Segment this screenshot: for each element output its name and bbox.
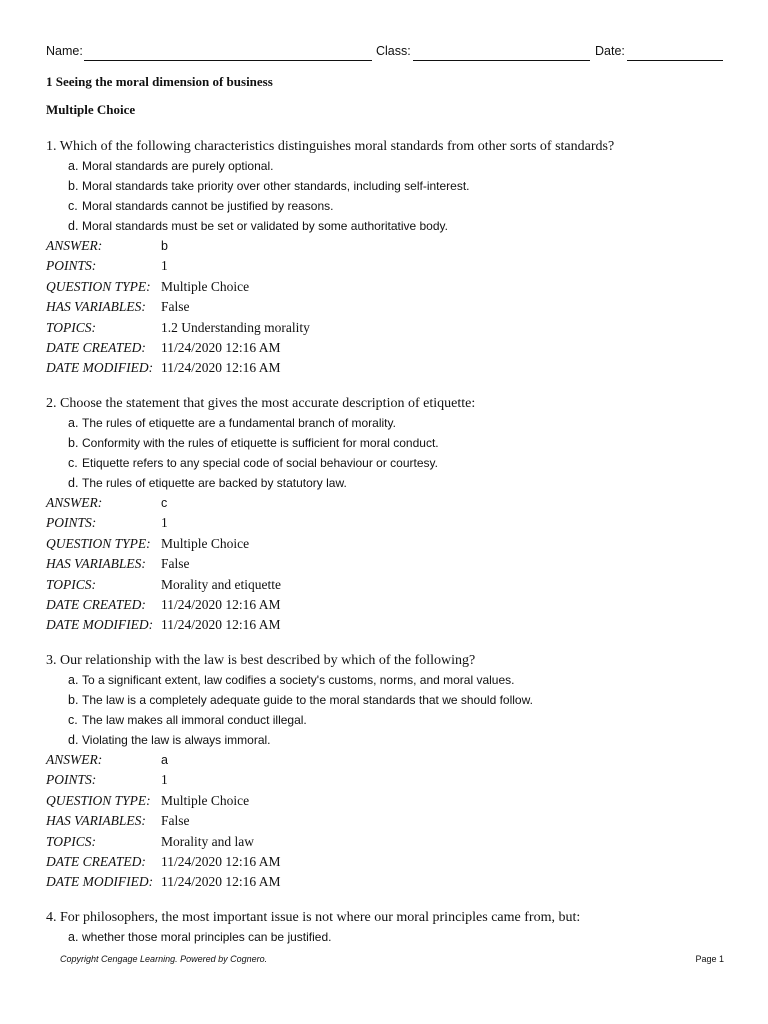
- points-row: [46, 513, 736, 533]
- option-text: Etiquette refers to any special code of social behaviour or courtesy.: [82, 456, 438, 470]
- date-created-row: [46, 595, 736, 615]
- option-text: The law is a completely adequate guide to the moral standards that we should follow.: [82, 693, 533, 707]
- date-created-label: DATE CREATED:: [46, 339, 146, 355]
- date-created-value: 11/24/2020 12:16 AM: [161, 853, 281, 869]
- option-b[interactable]: [46, 176, 736, 196]
- option-text: The law makes all immoral conduct illegal.: [82, 713, 307, 727]
- topics-label: TOPICS:: [46, 319, 97, 335]
- points-row: [46, 256, 736, 276]
- option-letter: c.: [68, 199, 78, 213]
- points-label: POINTS:: [46, 258, 97, 274]
- date-modified-label: DATE MODIFIED:: [46, 360, 154, 376]
- has-variables-row: [46, 297, 736, 317]
- date-field[interactable]: [627, 60, 723, 61]
- option-a[interactable]: [46, 413, 736, 433]
- date-created-value: 11/24/2020 12:16 AM: [161, 339, 281, 355]
- has-variables-row: [46, 811, 736, 831]
- question-3: [46, 652, 736, 893]
- answer-label: ANSWER:: [46, 495, 103, 510]
- has-variables-value: False: [161, 813, 190, 829]
- question-type-label: QUESTION TYPE:: [46, 535, 151, 551]
- option-text: whether those moral principles can be justified.: [82, 930, 332, 944]
- points-row: [46, 770, 736, 790]
- answer-row: [46, 750, 736, 770]
- question-text: 4. For philosophers, the most important issue is not where our moral principles came from, but:: [46, 910, 581, 925]
- question-type-row: [46, 534, 736, 554]
- page-number: Page 1: [695, 954, 724, 964]
- name-field[interactable]: [84, 60, 372, 61]
- option-letter: b.: [68, 693, 79, 707]
- option-letter: a.: [68, 159, 79, 173]
- option-letter: b.: [68, 436, 79, 450]
- option-d[interactable]: [46, 730, 736, 750]
- chapter-title: 1 Seeing the moral dimension of business: [46, 74, 273, 89]
- question-type-value: Multiple Choice: [161, 278, 250, 294]
- option-letter: d.: [68, 476, 79, 490]
- question-1: [46, 138, 736, 379]
- option-text: The rules of etiquette are backed by statutory law.: [82, 476, 347, 490]
- question-text: 1. Which of the following characteristics distinguishes moral standards from other sorts of standards?: [46, 139, 615, 154]
- topics-row: [46, 575, 736, 595]
- answer-row: [46, 493, 736, 513]
- date-modified-label: DATE MODIFIED:: [46, 874, 154, 890]
- option-b[interactable]: [46, 690, 736, 710]
- date-modified-value: 11/24/2020 12:16 AM: [161, 874, 281, 890]
- question-2: [46, 395, 736, 636]
- option-letter: d.: [68, 733, 79, 747]
- has-variables-row: [46, 554, 736, 574]
- date-created-label: DATE CREATED:: [46, 596, 146, 612]
- option-a[interactable]: [46, 670, 736, 690]
- option-c[interactable]: [46, 453, 736, 473]
- topics-label: TOPICS:: [46, 576, 97, 592]
- has-variables-value: False: [161, 556, 190, 572]
- answer-value: b: [161, 239, 168, 253]
- option-letter: a.: [68, 416, 79, 430]
- question-type-label: QUESTION TYPE:: [46, 278, 151, 294]
- question-text: 2. Choose the statement that gives the most accurate description of etiquette:: [46, 396, 476, 411]
- option-c[interactable]: [46, 710, 736, 730]
- question-text: 3. Our relationship with the law is best described by which of the following?: [46, 653, 476, 668]
- option-letter: b.: [68, 179, 79, 193]
- question-type-value: Multiple Choice: [161, 792, 250, 808]
- answer-label: ANSWER:: [46, 238, 103, 253]
- class-label: Class:: [376, 44, 411, 58]
- date-modified-row: [46, 358, 736, 378]
- has-variables-value: False: [161, 299, 190, 315]
- date-modified-value: 11/24/2020 12:16 AM: [161, 617, 281, 633]
- copyright-text: Copyright Cengage Learning. Powered by Cognero.: [60, 954, 268, 964]
- date-modified-row: [46, 872, 736, 892]
- has-variables-label: HAS VARIABLES:: [46, 813, 146, 829]
- topics-row: [46, 832, 736, 852]
- date-created-label: DATE CREATED:: [46, 853, 146, 869]
- topics-label: TOPICS:: [46, 833, 97, 849]
- answer-value: c: [161, 496, 168, 510]
- answer-label: ANSWER:: [46, 752, 103, 767]
- option-letter: c.: [68, 713, 78, 727]
- section-heading: Multiple Choice: [46, 102, 136, 117]
- option-text: Moral standards must be set or validated by some authoritative body.: [82, 219, 448, 233]
- question-type-row: [46, 277, 736, 297]
- points-value: 1: [161, 515, 168, 531]
- option-a[interactable]: [46, 927, 736, 947]
- question-type-label: QUESTION TYPE:: [46, 792, 151, 808]
- points-value: 1: [161, 258, 168, 274]
- date-created-row: [46, 852, 736, 872]
- option-d[interactable]: [46, 473, 736, 493]
- option-c[interactable]: [46, 196, 736, 216]
- option-text: Moral standards are purely optional.: [82, 159, 274, 173]
- option-text: Violating the law is always immoral.: [82, 733, 271, 747]
- topics-value: 1.2 Understanding morality: [161, 319, 310, 335]
- option-text: Moral standards take priority over other standards, including self-interest.: [82, 179, 470, 193]
- question-type-row: [46, 791, 736, 811]
- student-info-header: [46, 44, 726, 64]
- date-modified-value: 11/24/2020 12:16 AM: [161, 360, 281, 376]
- points-value: 1: [161, 772, 168, 788]
- points-label: POINTS:: [46, 515, 97, 531]
- page-footer: [60, 954, 724, 968]
- question-4: [46, 909, 736, 947]
- date-created-value: 11/24/2020 12:16 AM: [161, 596, 281, 612]
- answer-value: a: [161, 753, 168, 767]
- points-label: POINTS:: [46, 772, 97, 788]
- option-letter: d.: [68, 219, 79, 233]
- topics-row: [46, 318, 736, 338]
- option-letter: a.: [68, 673, 79, 687]
- option-letter: a.: [68, 930, 79, 944]
- question-type-value: Multiple Choice: [161, 535, 250, 551]
- topics-value: Morality and law: [161, 833, 254, 849]
- date-modified-label: DATE MODIFIED:: [46, 617, 154, 633]
- option-letter: c.: [68, 456, 78, 470]
- option-text: Conformity with the rules of etiquette is sufficient for moral conduct.: [82, 436, 439, 450]
- answer-row: [46, 236, 736, 256]
- topics-value: Morality and etiquette: [161, 576, 281, 592]
- date-created-row: [46, 338, 736, 358]
- option-a[interactable]: [46, 156, 736, 176]
- option-d[interactable]: [46, 216, 736, 236]
- date-label: Date:: [595, 44, 625, 58]
- has-variables-label: HAS VARIABLES:: [46, 556, 146, 572]
- date-modified-row: [46, 615, 736, 635]
- option-text: The rules of etiquette are a fundamental branch of morality.: [82, 416, 396, 430]
- class-field[interactable]: [413, 60, 590, 61]
- option-text: To a significant extent, law codifies a society's customs, norms, and moral values.: [82, 673, 515, 687]
- has-variables-label: HAS VARIABLES:: [46, 299, 146, 315]
- option-b[interactable]: [46, 433, 736, 453]
- name-label: Name:: [46, 44, 83, 58]
- option-text: Moral standards cannot be justified by reasons.: [82, 199, 334, 213]
